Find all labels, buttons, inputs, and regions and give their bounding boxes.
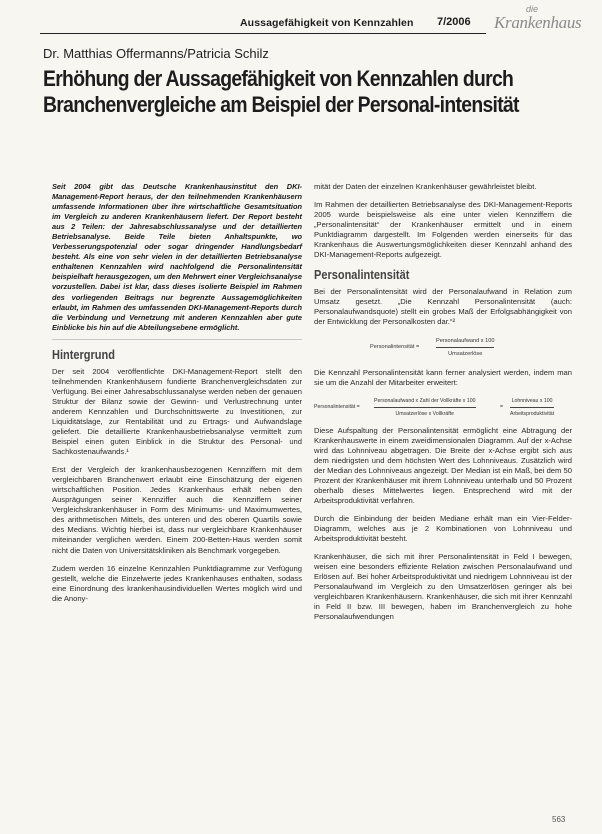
paragraph: Im Rahmen der detaillierten Betriebsanalyse des DKI-Management-Reports 2005 wurde beispielsweise als eine unter vielen Kennziffern die „Personalintensität“ der Krankenhäuser ermittelt und in einem Punktdiagramm dargestellt. Im Folgenden werden einerseits für das Krankenhaus die Auswertungsmöglichkeiten dieser Kennzahl anhand des DKI-Management-Reports aufgezeigt. bbox=[314, 200, 572, 260]
paragraph: Erst der Vergleich der krankenhausbezogenen Kennziffern mit dem vergleichbaren Branchenwert erlaubt eine Einschätzung der eigenen wirtschaftlichen Position. Jedes Krankenhaus erhält neben den Ausprägungen seiner Kennziffer auch die Kennziffern seiner Vergleichskrankenhäuser in Form des Minimums- und Maximumwertes, des arithmetischen Mittels, des unteren und des oberen Quartils sowie des Medians. Wichtig hierbei ist, dass nur vergleichbare Krankenhäuser miteinander verglichen werden. Einem 200-Betten-Haus werden somit nicht die Daten von Universitätskliniken als Benchmark vorgegeben. bbox=[52, 465, 302, 555]
formula-extended bbox=[314, 396, 572, 417]
paragraph: Krankenhäuser, die sich mit ihrer Personalintensität in Feld I bewegen, weisen eine besonders effiziente Relation zwischen Personalaufwand und Erlösen auf. Bei hoher Arbeitsproduktivität und niedrigem Lohnniveau ist der Personalaufwand im Vergleich zu den Umsatzerlösen geringer als bei vergleichbaren Krankenhäusern. Krankenhäuser, die sich mit ihrer Kennzahl in Feld II bzw. III bewegen, haben im Branchenvergleich zu hohe Personalaufwendungen bbox=[314, 552, 572, 622]
page-number: 563 bbox=[552, 815, 566, 824]
formula-lhs: Personalintensität = bbox=[314, 403, 360, 410]
formula-fraction bbox=[436, 336, 494, 359]
article-title: Erhöhung der Aussagefähigkeit von Kennzahlen durch Branchenvergleiche am Beispiel der Personal-intensität bbox=[43, 66, 519, 117]
logo-krankenhaus: Krankenhaus bbox=[494, 13, 582, 32]
paragraph: Bei der Personalintensität wird der Personalaufwand in Relation zum Umsatz gesetzt. „Die Kennzahl Personalintensität (auch: Personalaufwandsquote) stellt ein grobes Maß der Erfolgsabhängigkeit von der Entwicklung der Personalkosten dar.“² bbox=[314, 287, 572, 327]
formula-fraction-2 bbox=[510, 396, 554, 419]
paragraph: Der seit 2004 veröffentlichte DKI-Management-Report stellt den teilnehmenden Krankenhäusern fundierte Branchenvergleichsdaten zur Verfügung. Bei einer Jahresabschlussanalyse werden neben der genauen Struktur der Bilanz sowie der Gewinn- und Verlustrechnung unter anderem Kennzahlen und Durchschnittswerte zu Investitionen, zur Liquiditätslage, zur Rentabilität und zu Ertrags- und Aufwandslage geliefert. Die detaillierte Krankenhausbetriebsanalyse vermittelt zum Beispiel einen guten Einblick in die Struktur des Personal- und Sachkostenaufwands.¹ bbox=[52, 366, 302, 457]
formula-denominator: Arbeitsproduktivität bbox=[510, 410, 555, 417]
formula-lhs: Personalintensität = bbox=[370, 343, 420, 350]
formula-fraction-1 bbox=[374, 396, 476, 419]
paragraph: mität der Daten der einzelnen Krankenhäuser gewährleistet bleibt. bbox=[314, 182, 537, 191]
formula-numerator: Personalaufwand x Zahl der Vollkräfte x 100 bbox=[374, 396, 476, 408]
paragraph: Diese Aufspaltung der Personalintensität ermöglicht eine Abtragung der Krankenhauswerte in einem zweidimensionalen Diagramm. Auf der x-Achse wird das Lohnniveau abgetragen. Die Breite der x-Achse ergibt sich aus dem niedrigsten und dem höchsten Wert des Lohnniveaus. Zusätzlich wird der Median des Lohnniveaus angezeigt. Der Median ist ein Maß, bei dem 50 Prozent der Krankenhäuser mit ihrem Lohnniveau unterhalb und 50 Prozent oberhalb dieses Mittelwertes liegen. Entsprechend wird mit der Arbeitsproduktivität verfahren. bbox=[314, 425, 572, 505]
running-header-title: Aussagefähigkeit von Kennzahlen bbox=[240, 17, 414, 29]
section-heading-hintergrund: Hintergrund bbox=[52, 347, 115, 362]
logo-die: die bbox=[526, 4, 539, 14]
article-abstract: Seit 2004 gibt das Deutsche Krankenhausinstitut den DKI-Management-Report heraus, der den teilnehmenden Krankenhäusern umfassende Informationen über ihre wirtschaftliche Gesamtsituation im Vergleich zu anderen Krankenhäusern liefert. Der Report besteht aus 2 Teilen: der Jahresabschlussanalyse und der detaillierten Betriebsanalyse. Beide Teile bieten Anhaltspunkte, wo Verbesserungspotenzial oder sogar dringender Handlungsbedarf besteht. Als eine von sehr vielen in der detaillierten Betriebsanalyse enthaltenen Kennzahlen wird nachfolgend die Personalintensität beispielhaft herausgezogen, um den Mehrwert einer Vergleichsanalyse vorzustellen. Dabei ist klar, dass dieses isolierte Beispiel im Rahmen des vorliegenden Beitrags nur begrenzte Aussagemöglichkeiten erlaubt, im Rahmen des umfassenden DKI-Management-Reports durch die Verbindung und Vernetzung mit anderen Kennzahlen aber gute Einblicke bis hin auf die Abteilungsebene ermöglicht. bbox=[52, 182, 302, 340]
article-authors: Dr. Matthias Offermanns/Patricia Schilz bbox=[43, 46, 269, 61]
formula-personalintensitaet bbox=[314, 336, 572, 356]
header-rule bbox=[40, 33, 486, 34]
issue-number: 7/2006 bbox=[437, 16, 471, 28]
equals-sign: = bbox=[500, 403, 504, 410]
formula-denominator: Umsatzerlöse bbox=[448, 350, 483, 357]
paragraph: Die Kennzahl Personalintensität kann ferner analysiert werden, indem man sie um die Anzahl der Mitarbeiter erweitert: bbox=[314, 367, 572, 387]
formula-numerator: Lohnniveau x 100 bbox=[510, 396, 554, 408]
left-column bbox=[52, 182, 302, 612]
magazine-logo bbox=[492, 4, 588, 34]
paragraph: Durch die Einbindung der beiden Mediane erhält man ein Vier-Felder-Diagramm, welches aus je 2 Kombinationen von Lohnniveau und Arbeitsproduktivität besteht. bbox=[314, 513, 572, 544]
formula-denominator: Umsatzerlöse x Vollkräfte bbox=[395, 410, 455, 417]
right-column bbox=[314, 182, 572, 630]
section-heading-personalintensitaet: Personalintensität bbox=[314, 268, 410, 283]
formula-numerator: Personalaufwand x 100 bbox=[436, 336, 494, 348]
paragraph: Zudem werden 16 einzelne Kennzahlen Punktdiagramme zur Verfügung gestellt, welche die Einzelwerte jedes Krankenhauses enthalten, sodass eine Einordnung des krankenhausindividuellen Wertes möglich wird und die Anony- bbox=[52, 563, 302, 603]
